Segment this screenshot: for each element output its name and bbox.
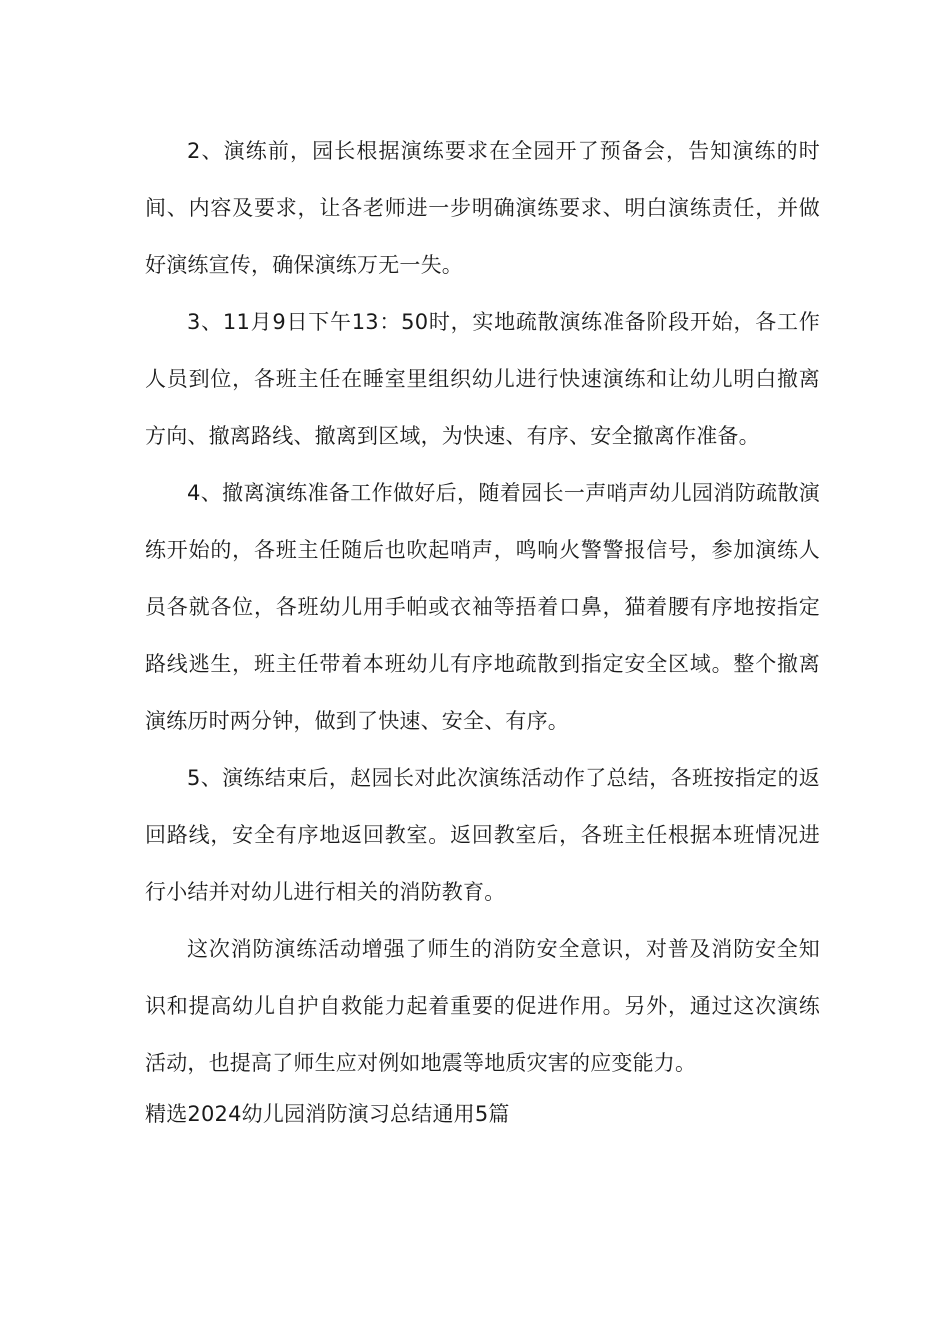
paragraph-2: 2、演练前，园长根据演练要求在全园开了预备会，告知演练的时间、内容及要求，让各老师进一步明确演练要求、明白演练责任，并做好演练宣传，确保演练万无一失。 bbox=[145, 139, 820, 277]
paragraph-4: 4、撤离演练准备工作做好后，随着园长一声哨声幼儿园消防疏散演练开始的，各班主任随后也吹起哨声，鸣响火警警报信号，参加演练人员各就各位，各班幼儿用手帕或衣袖等捂着口鼻，猫着腰有序地按指定路线逃生，班主任带着本班幼儿有序地疏散到指定安全区域。整个撤离演练历时两分钟，做到了快速、安全、有序。 bbox=[145, 481, 820, 733]
document-title-line: 精选2024幼儿园消防演习总结通用5篇 bbox=[145, 1102, 510, 1126]
paragraph-3: 3、11月9日下午13：50时，实地疏散演练准备阶段开始，各工作人员到位，各班主任在睡室里组织幼儿进行快速演练和让幼儿明白撤离方向、撤离路线、撤离到区域，为快速、有序、安全撤离作准备。 bbox=[145, 310, 820, 448]
paragraph-summary: 这次消防演练活动增强了师生的消防安全意识，对普及消防安全知识和提高幼儿自护自救能力起着重要的促进作用。另外，通过这次演练活动，也提高了师生应对例如地震等地质灾害的应变能力。 bbox=[145, 937, 820, 1075]
paragraph-5: 5、演练结束后，赵园长对此次演练活动作了总结，各班按指定的返回路线，安全有序地返回教室。返回教室后，各班主任根据本班情况进行小结并对幼儿进行相关的消防教育。 bbox=[145, 766, 820, 904]
document-body bbox=[145, 123, 820, 1143]
